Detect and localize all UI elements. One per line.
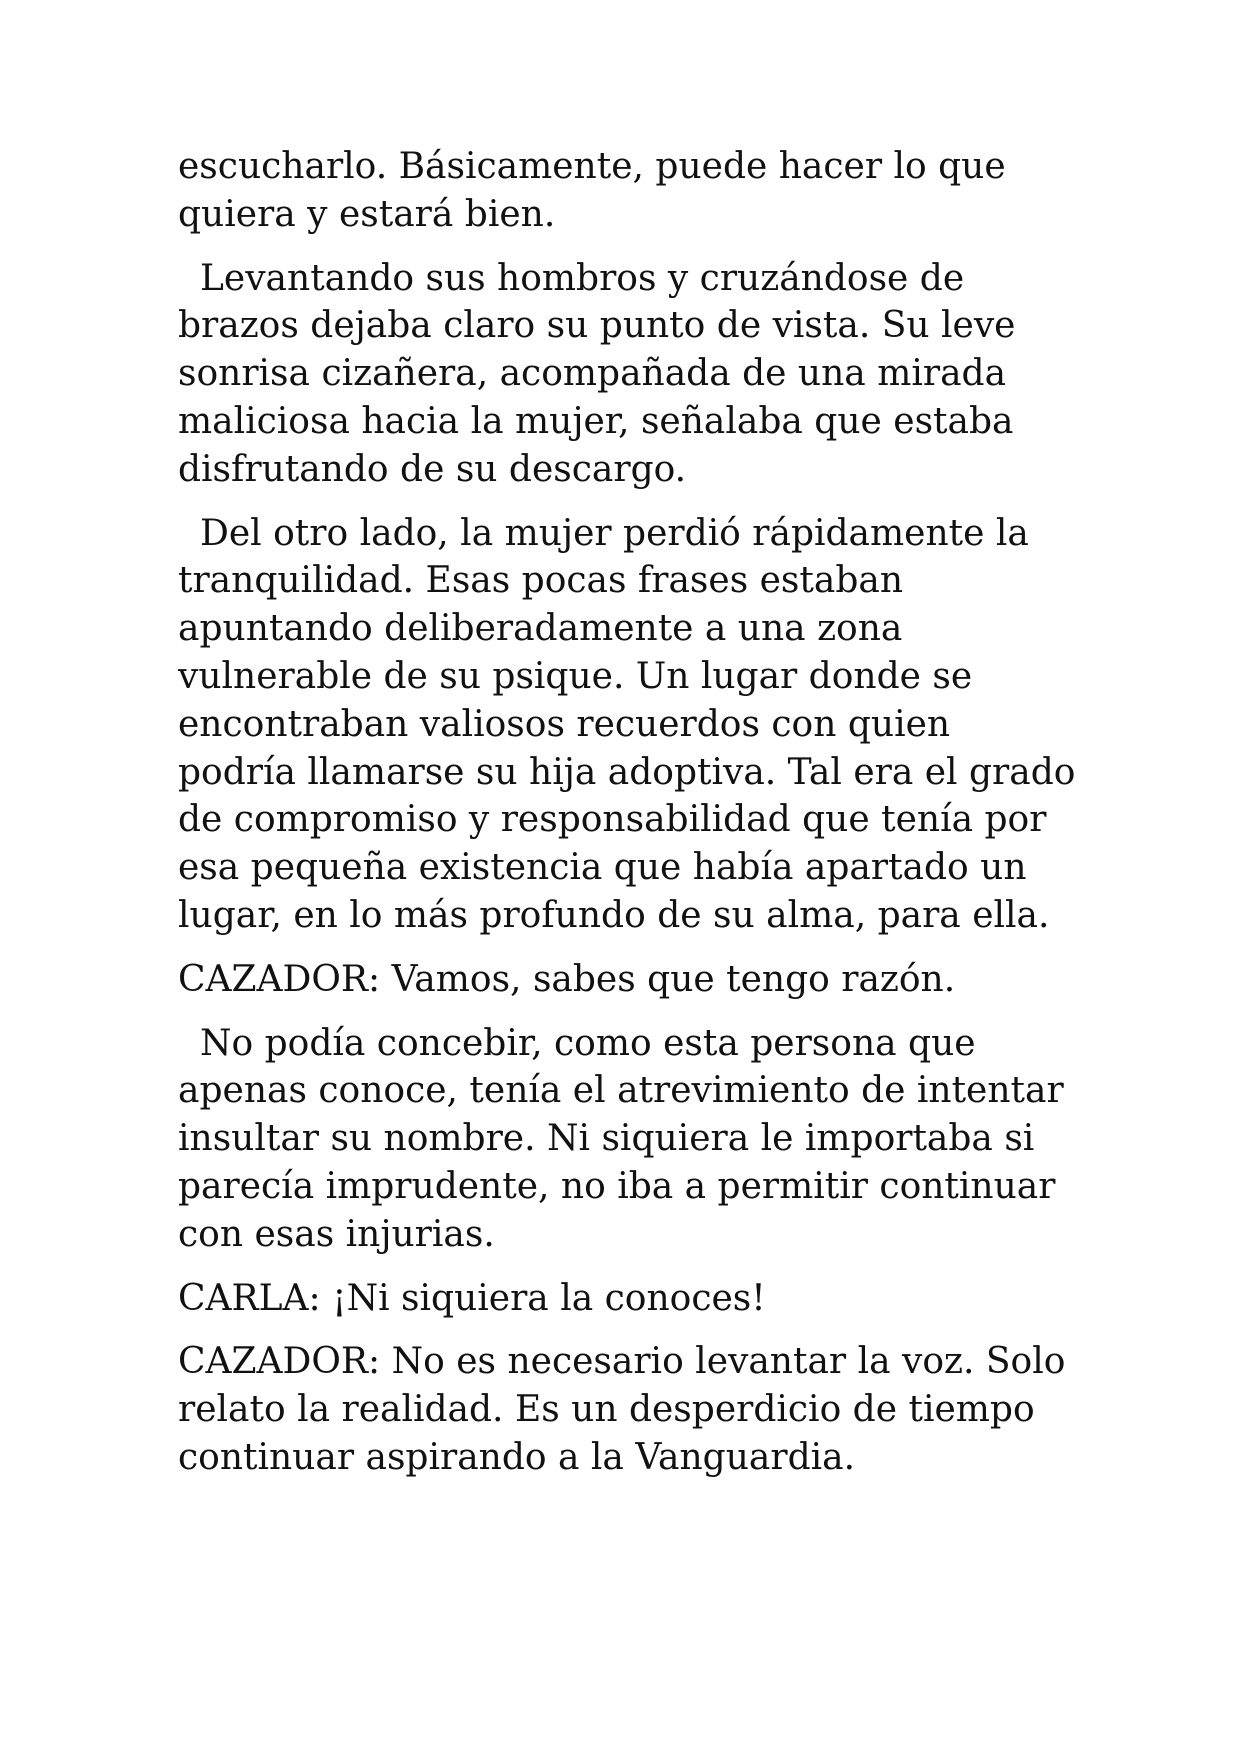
dialogue-line: CAZADOR: No es necesario levantar la voz. Solo relato la realidad. Es un desperdicio de tiempo continuar aspirando a la Vanguardia. — [178, 1341, 1066, 1478]
paragraph-narration: Levantando sus hombros y cruzándose de brazos dejaba claro su punto de vista. Su leve sonrisa cizañera, acompañada de una mirada maliciosa hacia la mujer, señalaba que estaba disfrutando de su descargo. — [178, 257, 1016, 490]
paragraph-narration: Del otro lado, la mujer perdió rápidamente la tranquilidad. Esas pocas frases estaban apuntando deliberadamente a una zona vulnerable de su psique. Un lugar donde se encontraban valiosos recuerdos con quien podría llamarse su hija adoptiva. Tal era el grado de compromiso y responsabilidad que tenía por esa pequeña existencia que había apartado un lugar, en lo más profundo de su alma, para ella. — [178, 512, 1076, 936]
dialogue-line: CAZADOR: Vamos, sabes que tengo razón. — [178, 958, 956, 1000]
dialogue-line: CARLA: ¡Ni siquiera la conoces! — [178, 1277, 766, 1319]
page-text — [178, 143, 1078, 1498]
paragraph-narration: No podía concebir, como esta persona que apenas conoce, tenía el atrevimiento de intentar insultar su nombre. Ni siquiera le importaba si parecía imprudente, no iba a permitir continuar con esas injurias. — [178, 1022, 1064, 1255]
paragraph-continuation: escucharlo. Básicamente, puede hacer lo que quiera y estará bien. — [178, 146, 1006, 235]
